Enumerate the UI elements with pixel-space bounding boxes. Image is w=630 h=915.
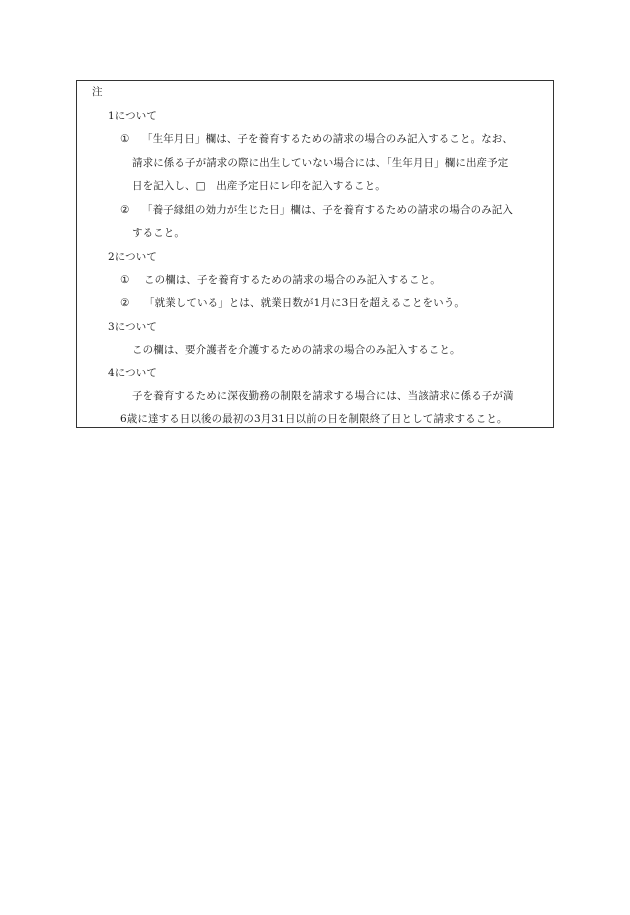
section-1-item-2-line-1: 「養子縁組の効力が生じた日」欄は、子を養育するための請求の場合のみ記入 (142, 204, 513, 216)
section-4-title: 4について (108, 367, 157, 379)
section-1-item-2-line-2: すること。 (132, 227, 185, 239)
section-3-title: 3について (108, 321, 157, 333)
section-1-item-1-line-1: 「生年月日」欄は、子を養育するための請求の場合のみ記入すること。なお、 (142, 133, 513, 145)
section-1-title: 1について (108, 110, 157, 122)
section-2-title: 2について (108, 251, 157, 263)
section-2-item-1-text: この欄は、子を養育するための請求の場合のみ記入すること。 (144, 274, 441, 286)
section-4-line-2: 6歳に達する日以後の最初の3月31日以前の日を制限終了日として請求すること。 (120, 413, 508, 425)
section-1-item-1-marker: ① (120, 133, 130, 145)
notes-box (76, 80, 554, 428)
notes-heading: 注 (92, 86, 103, 98)
section-2-item-2-text: 「就業している」とは、就業日数が1月に3日を超えることをいう。 (144, 297, 465, 309)
section-1-item-1-line-3: 日を記入し、□ 出産予定日にレ印を記入すること。 (132, 180, 386, 192)
section-2-item-1-marker: ① (120, 274, 130, 286)
section-3-text: この欄は、要介護者を介護するための請求の場合のみ記入すること。 (132, 344, 461, 356)
section-2-item-2-marker: ② (120, 297, 130, 309)
section-4-line-1: 子を養育するために深夜勤務の制限を請求する場合には、当該請求に係る子が満 (132, 390, 514, 402)
section-1-item-2-marker: ② (120, 204, 130, 216)
section-1-item-1-line-2: 請求に係る子が請求の際に出生していない場合には、「生年月日」欄に出産予定 (132, 157, 509, 169)
